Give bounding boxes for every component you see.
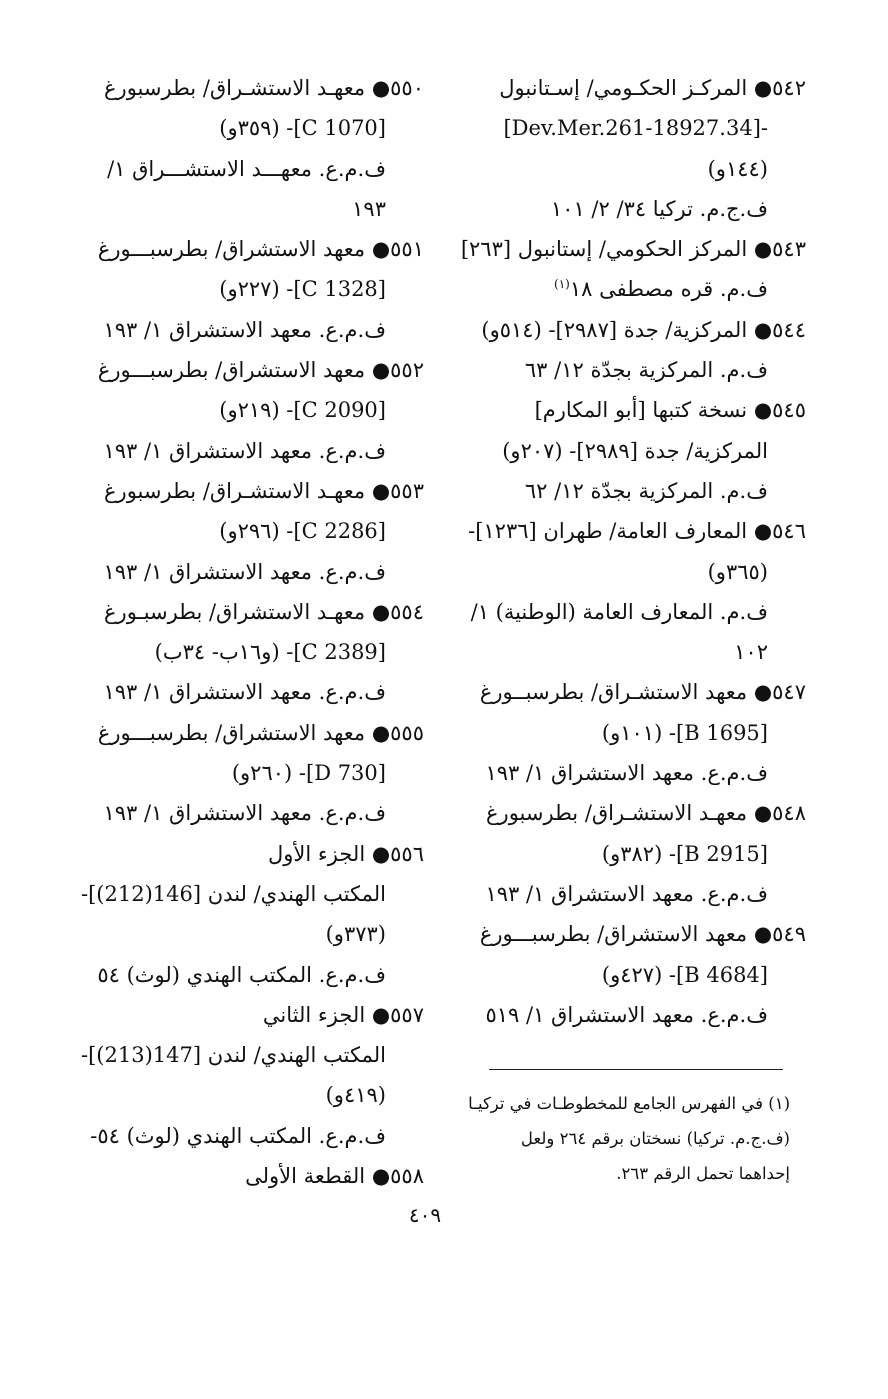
right-column [456,68,806,1035]
entry-550-catalog-ref: ف.م.ع. معهـــد الاستشـــراق ١/ [107,156,386,181]
page-number: ٤٠٩ [408,1203,442,1227]
entry-554-catalog-ref: ف.م.ع. معهد الاستشراق ١/ ١٩٣ [103,680,386,705]
entry-551-shelfmark: [C 1328]- (٢٢٧و) [219,277,386,302]
entry-556-catalog-ref: ف.م.ع. المكتب الهندي (لوث) ٥٤ [97,962,386,987]
entry-547-catalog-ref: ف.م.ع. معهد الاستشراق ١/ ١٩٣ [485,761,768,786]
entry-557-catalog-ref: ف.م.ع. المكتب الهندي (لوث) ٥٤- [90,1123,386,1148]
entry-542-folios: (١٤٤و) [707,156,768,181]
entry-550-title: ٥٥٠● معهـد الاستشـراق/ بطرسبورغ [104,76,424,100]
entry-557-folios: (٤١٩و) [325,1083,386,1108]
entry-552-shelfmark: [C 2090]- (٢١٩و) [219,398,386,423]
left-column [66,68,424,1196]
entry-542-shelfmark: -[34.Dev.Mer.261-18927] [503,116,768,141]
entry-545-catalog-ref: ف.م. المركزية بجدّة ١٢/ ٦٢ [524,478,768,503]
entry-545-location: المركزية/ جدة [٢٩٨٩]- (٢٠٧و) [502,438,768,463]
footnote-line: (ف.ج.م. تركيا) نسختان برقم ٢٦٤ ولعل [520,1129,790,1148]
entry-546-catalog-ref-cont: ١٠٢ [734,640,768,665]
entry-545-title: ٥٤٥● نسخة كتبها [أبو المكارم] [534,398,806,423]
entry-549-shelfmark: [B 4684]- (٤٢٧و) [601,962,768,987]
footnote-marker: (١) [554,277,570,292]
entry-547-title: ٥٤٧● معهد الاستشـراق/ بطرسبــورغ [479,680,806,705]
entry-556-location: المكتب الهندي/ لندن [146(212)]- [81,881,386,906]
entry-549-catalog-ref: ف.م.ع. معهد الاستشراق ١/ ٥١٩ [485,1002,768,1027]
entry-549-title: ٥٤٩● معهد الاستشراق/ بطرسبـــورغ [479,922,806,947]
entry-550-catalog-ref-cont: ١٩٣ [352,196,386,221]
entry-548-catalog-ref: ف.م.ع. معهد الاستشراق ١/ ١٩٣ [485,881,768,906]
entry-555-title: ٥٥٥● معهد الاستشراق/ بطرسبـــورغ [97,720,424,745]
entry-551-title: ٥٥١● معهد الاستشراق/ بطرسبـــورغ [97,237,424,262]
entry-555-catalog-ref: ف.م.ع. معهد الاستشراق ١/ ١٩٣ [103,801,386,826]
entry-553-catalog-ref: ف.م.ع. معهد الاستشراق ١/ ١٩٣ [103,559,386,584]
footnote-line: إحداهما تحمل الرقم ٢٦٣. [616,1164,790,1183]
entry-550-shelfmark: [C 1070]- (٣٥٩و) [219,116,386,141]
entry-544-title: ٥٤٤● المركزية/ جدة [٢٩٨٧]- (٥١٤و) [481,317,806,342]
entry-547-shelfmark: [B 1695]- (١٠١و) [601,720,768,745]
entry-552-title: ٥٥٢● معهد الاستشراق/ بطرسبـــورغ [97,358,424,383]
entry-556-title: ٥٥٦● الجزء الأول [268,841,424,866]
entry-551-catalog-ref: ف.م.ع. معهد الاستشراق ١/ ١٩٣ [103,317,386,342]
entry-543-catalog-ref: ف.م. قره مصطفى ١٨$^{(١)}$ [554,277,768,302]
entry-556-folios: (٣٧٣و) [325,922,386,947]
entry-548-shelfmark: [B 2915]- (٣٨٢و) [601,841,768,866]
entry-552-catalog-ref: ف.م.ع. معهد الاستشراق ١/ ١٩٣ [103,438,386,463]
entry-554-shelfmark: [C 2389]- (و١٦ب- ٣٤ب) [154,640,386,665]
entry-557-title: ٥٥٧● الجزء الثاني [262,1002,424,1027]
footnote-divider [489,1069,783,1070]
footnote-line: (١) في الفهرس الجامع للمخطوطـات في تركيـا [468,1094,790,1113]
entry-546-folios: (٣٦٥و) [707,559,768,584]
entry-544-catalog-ref: ف.م. المركزية بجدّة ١٢/ ٦٣ [524,358,768,383]
entry-555-shelfmark: [D 730]- (٢٦٠و) [231,761,386,786]
entry-553-shelfmark: [C 2286]- (٢٩٦و) [219,519,386,544]
entry-546-catalog-ref: ف.م. المعارف العامة (الوطنية) ١/ [470,599,768,624]
entry-554-title: ٥٥٤● معهـد الاستشراق/ بطرسبـورغ [104,599,424,624]
footnote [450,1086,790,1191]
entry-546-title: ٥٤٦● المعارف العامة/ طهران [١٢٣٦]- [468,519,806,544]
entry-548-title: ٥٤٨● معهـد الاستشـراق/ بطرسبورغ [486,801,806,826]
entry-557-location: المكتب الهندي/ لندن [147(213)]- [81,1043,386,1068]
entry-558-title: ٥٥٨● القطعة الأولى [245,1164,424,1189]
entry-543-title: ٥٤٣● المركز الحكومي/ إستانبول [٢٦٣] [460,237,806,262]
entry-542-catalog-ref: ف.ج.م. تركيا ٣٤/ ٢/ ١٠١ [550,196,768,221]
entry-553-title: ٥٥٣● معهـد الاستشـراق/ بطرسبورغ [104,478,424,503]
entry-542-title: ٥٤٢● المركـز الحكـومي/ إسـتانبول [499,76,806,100]
